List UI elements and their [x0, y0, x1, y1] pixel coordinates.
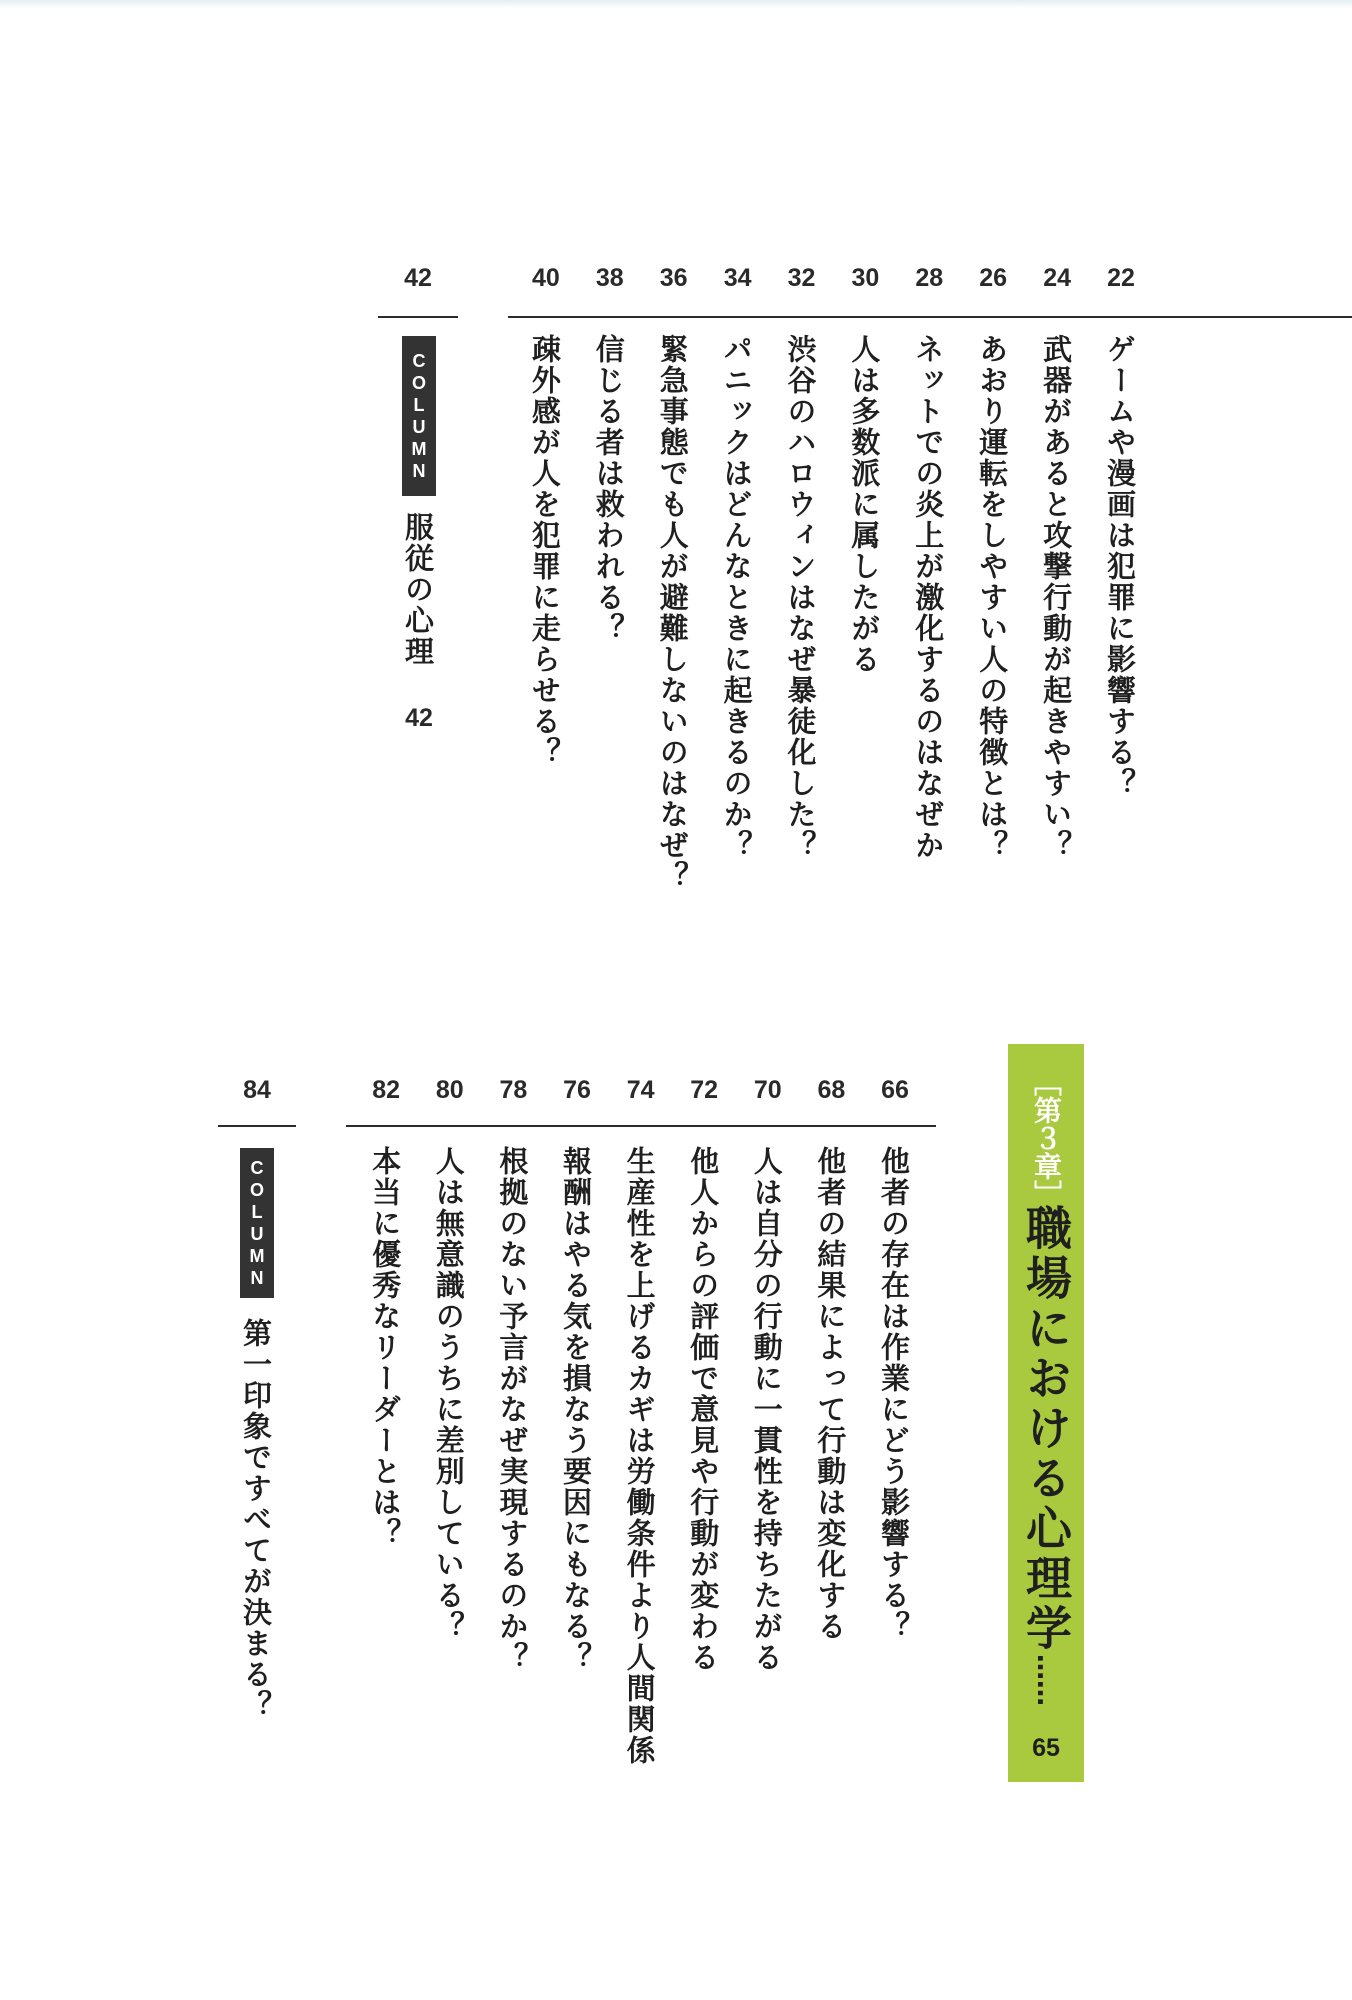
column-badge-letter: M	[249, 1246, 265, 1266]
chapter3-banner	[1008, 1044, 1084, 1782]
column1-inline-page: 42	[405, 704, 433, 732]
chapter2_items-page-number: 34	[723, 264, 752, 292]
column1-title: 服従の心理	[401, 512, 435, 667]
chapter3_items-page-number: 72	[690, 1076, 719, 1104]
chapter3_items-entry-title: 人は自分の行動に一貫性を持ちたがる	[749, 1146, 784, 1673]
chapter2_items-entry-title: 信じる者は救われる？	[591, 334, 626, 644]
chapter3_items-page-number: 82	[372, 1076, 401, 1104]
chapter3-title: 職場における心理学	[1019, 1204, 1073, 1654]
chapter3_items-entry-title: 本当に優秀なリーダーとは？	[368, 1146, 403, 1549]
column2-title: 第一印象ですべてが決まる？	[239, 1318, 273, 1721]
chapter2_items-page-number: 22	[1107, 264, 1135, 292]
section1-rule	[508, 316, 1352, 318]
chapter3_items-page-number: 74	[626, 1076, 655, 1104]
chapter3-label: ［第３章］	[1030, 1068, 1063, 1208]
chapter2_items-entry-title: 緊急事態でも人が避難しないのはなぜ？	[655, 334, 690, 892]
chapter2_items-page-number: 32	[787, 264, 816, 292]
chapter2_items-entry-title: パニックはどんなときに起きるのか？	[719, 334, 754, 861]
chapter3_items-entry-title: 他者の結果によって行動は変化する	[813, 1146, 848, 1642]
chapter3_items-entry-title: 他者の存在は作業にどう影響する？	[877, 1146, 911, 1642]
column-badge-letter: O	[411, 373, 426, 393]
chapter3_items-entry-title: 他人からの評価で意見や行動が変わる	[686, 1146, 721, 1673]
chapter2_items-entry-title: あおり運転をしやすい人の特徴とは？	[975, 334, 1010, 861]
chapter2_items-entry-title: 武器があると攻撃行動が起きやすい？	[1039, 334, 1074, 861]
chapter3_items-page-number: 80	[435, 1076, 464, 1104]
chapter2_items-page-number: 24	[1043, 264, 1071, 292]
section2-rule	[346, 1125, 936, 1127]
column-badge-letter: N	[250, 1268, 264, 1288]
column-badge-letter: L	[413, 395, 425, 415]
column-badge-letter: M	[411, 439, 427, 459]
chapter2_items-entry-title: 疎外感が人を犯罪に走らせる？	[527, 334, 562, 768]
chapter2_items-entry-title: ネットでの炎上が激化するのはなぜか	[911, 334, 946, 861]
chapter2_items-entry-title: 人は多数派に属したがる	[847, 334, 882, 675]
chapter3_items-page-number: 78	[499, 1076, 528, 1104]
column-badge-letter: O	[249, 1180, 264, 1200]
chapter3_items-page-number: 68	[817, 1076, 846, 1104]
column-badge-letter: N	[412, 461, 426, 481]
column1-rule	[378, 316, 458, 318]
chapter2_items-page-number: 26	[979, 264, 1008, 292]
chapter3_items-entry-title: 人は無意識のうちに差別している？	[431, 1146, 466, 1642]
chapter3_items-entry-title: 生産性を上げるカギは労働条件より人間関係	[622, 1146, 657, 1766]
column-badge-letter: C	[250, 1158, 264, 1178]
column2-rule	[218, 1125, 296, 1127]
column-badge-letter: U	[250, 1224, 264, 1244]
top-edge-tint	[0, 0, 1352, 8]
column2-page-number: 84	[243, 1076, 271, 1104]
column-badge-letter: L	[251, 1202, 263, 1222]
column-badge-letter: C	[412, 351, 426, 371]
chapter2_items-page-number: 30	[851, 264, 880, 292]
column2-badge	[240, 1148, 274, 1298]
chapter2_items-entry-title: 渋谷のハロウィンはなぜ暴徒化した？	[783, 334, 818, 861]
column1-page-number: 42	[404, 264, 432, 292]
chapter3_items-page-number: 66	[881, 1076, 909, 1104]
chapter2_items-page-number: 38	[595, 264, 624, 292]
chapter2_items-page-number: 40	[531, 264, 560, 292]
chapter3_items-entry-title: 報酬はやる気を損なう要因にもなる？	[559, 1146, 593, 1673]
chapter3_items-page-number: 70	[753, 1076, 782, 1104]
chapter3_items-entry-title: 根拠のない予言がなぜ実現するのか？	[495, 1146, 530, 1673]
chapter3-leader-dots: ……	[1031, 1654, 1061, 1706]
chapter2_items-page-number: 36	[659, 264, 688, 292]
column-badge-letter: U	[412, 417, 426, 437]
chapter3-page-number: 65	[1032, 1734, 1060, 1762]
chapter2_items-page-number: 28	[915, 264, 944, 292]
column1-badge	[402, 336, 436, 496]
chapter2_items-entry-title: ゲームや漫画は犯罪に影響する？	[1103, 334, 1137, 799]
chapter3_items-page-number: 76	[563, 1076, 591, 1104]
